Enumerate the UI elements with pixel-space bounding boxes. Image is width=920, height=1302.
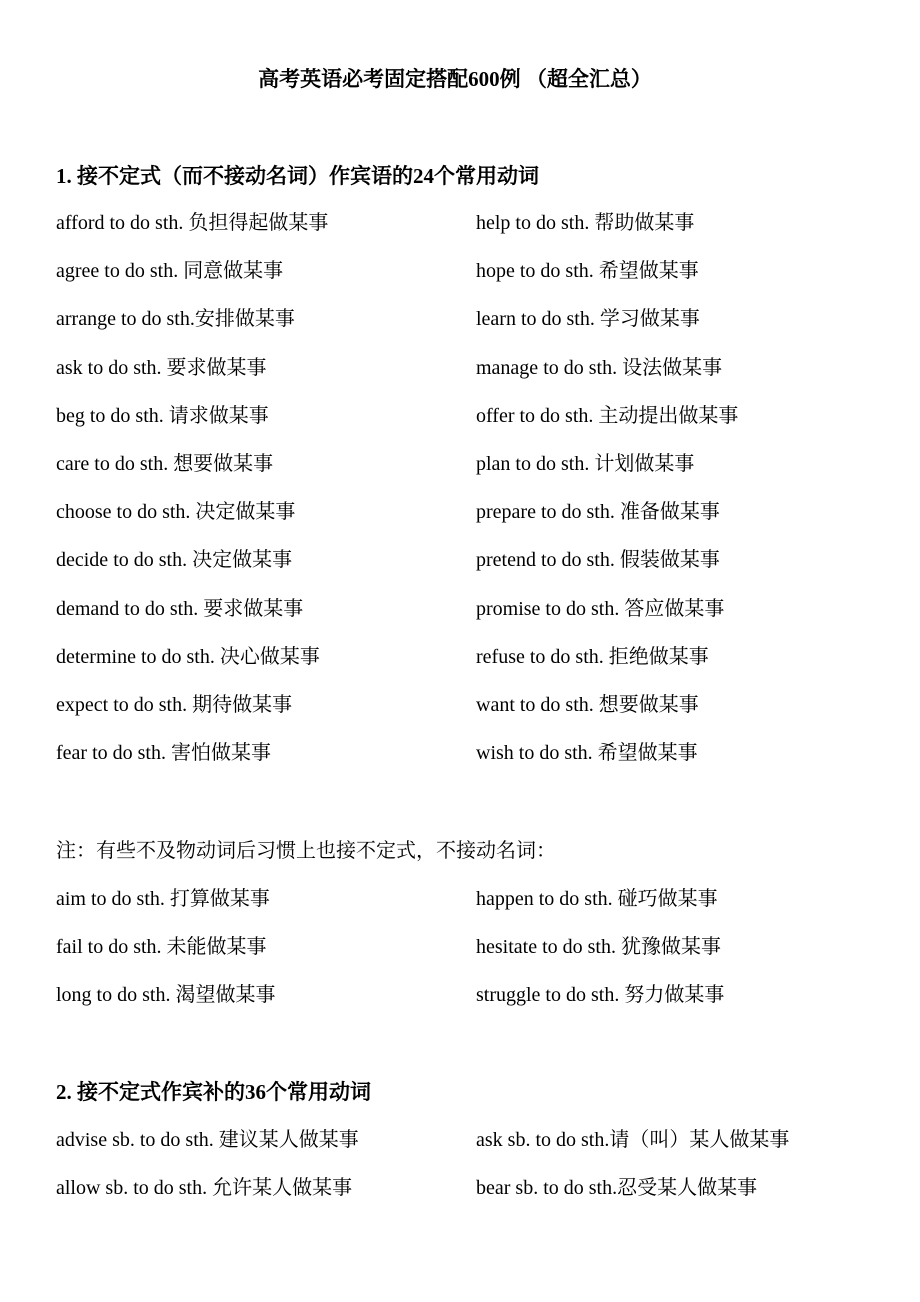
phrase-entry: want to do sth. 想要做某事	[476, 693, 699, 716]
phrase-entry: refuse to do sth. 拒绝做某事	[476, 645, 709, 668]
phrase-entry: decide to do sth. 决定做某事	[56, 549, 293, 572]
phrase-entry: fail to do sth. 未能做某事	[56, 936, 267, 959]
phrase-entry: wish to do sth. 希望做某事	[476, 742, 698, 765]
note-phrase-list	[56, 884, 876, 1029]
phrase-entry: determine to do sth. 决心做某事	[56, 645, 320, 668]
phrase-entry: help to do sth. 帮助做某事	[476, 212, 695, 234]
phrase-entry: expect to do sth. 期待做某事	[56, 693, 293, 716]
phrase-entry: plan to do sth. 计划做某事	[476, 452, 695, 475]
phrase-entry: demand to do sth. 要求做某事	[56, 597, 304, 620]
section-2-phrase-list	[56, 1125, 876, 1221]
note-text: 注：有些不及物动词后习惯上也接不定式，不接动名词：	[56, 840, 556, 862]
phrase-entry: promise to do sth. 答应做某事	[476, 597, 725, 620]
phrase-entry: prepare to do sth. 准备做某事	[476, 501, 720, 524]
phrase-entry: beg to do sth. 请求做某事	[56, 404, 269, 427]
phrase-entry: manage to do sth. 设法做某事	[476, 356, 723, 379]
phrase-entry: fear to do sth. 害怕做某事	[56, 742, 271, 765]
phrase-entry: afford to do sth. 负担得起做某事	[56, 212, 329, 234]
phrase-entry: happen to do sth. 碰巧做某事	[476, 888, 718, 910]
section-2-heading: 2. 接不定式作宾补的36个常用动词	[56, 1080, 371, 1104]
document-title: 高考英语必考固定搭配600例 （超全汇总）	[258, 67, 652, 91]
phrase-entry: aim to do sth. 打算做某事	[56, 888, 270, 910]
phrase-entry: arrange to do sth.安排做某事	[56, 308, 295, 331]
phrase-entry: offer to do sth. 主动提出做某事	[476, 404, 739, 427]
phrase-entry: ask to do sth. 要求做某事	[56, 356, 267, 379]
phrase-entry: bear sb. to do sth.忍受某人做某事	[476, 1177, 758, 1200]
phrase-entry: care to do sth. 想要做某事	[56, 452, 274, 475]
phrase-entry: ask sb. to do sth.请（叫）某人做某事	[476, 1129, 790, 1151]
section-1-phrase-list	[56, 208, 876, 786]
phrase-entry: allow sb. to do sth. 允许某人做某事	[56, 1177, 353, 1200]
phrase-entry: long to do sth. 渴望做某事	[56, 984, 276, 1007]
phrase-entry: hesitate to do sth. 犹豫做某事	[476, 936, 721, 959]
phrase-entry: agree to do sth. 同意做某事	[56, 260, 284, 283]
section-1-heading: 1. 接不定式（而不接动名词）作宾语的24个常用动词	[56, 164, 539, 188]
phrase-entry: struggle to do sth. 努力做某事	[476, 984, 725, 1007]
phrase-entry: hope to do sth. 希望做某事	[476, 260, 699, 283]
phrase-entry: learn to do sth. 学习做某事	[476, 308, 700, 331]
phrase-entry: choose to do sth. 决定做某事	[56, 501, 296, 524]
phrase-entry: pretend to do sth. 假装做某事	[476, 549, 720, 572]
phrase-entry: advise sb. to do sth. 建议某人做某事	[56, 1129, 359, 1151]
